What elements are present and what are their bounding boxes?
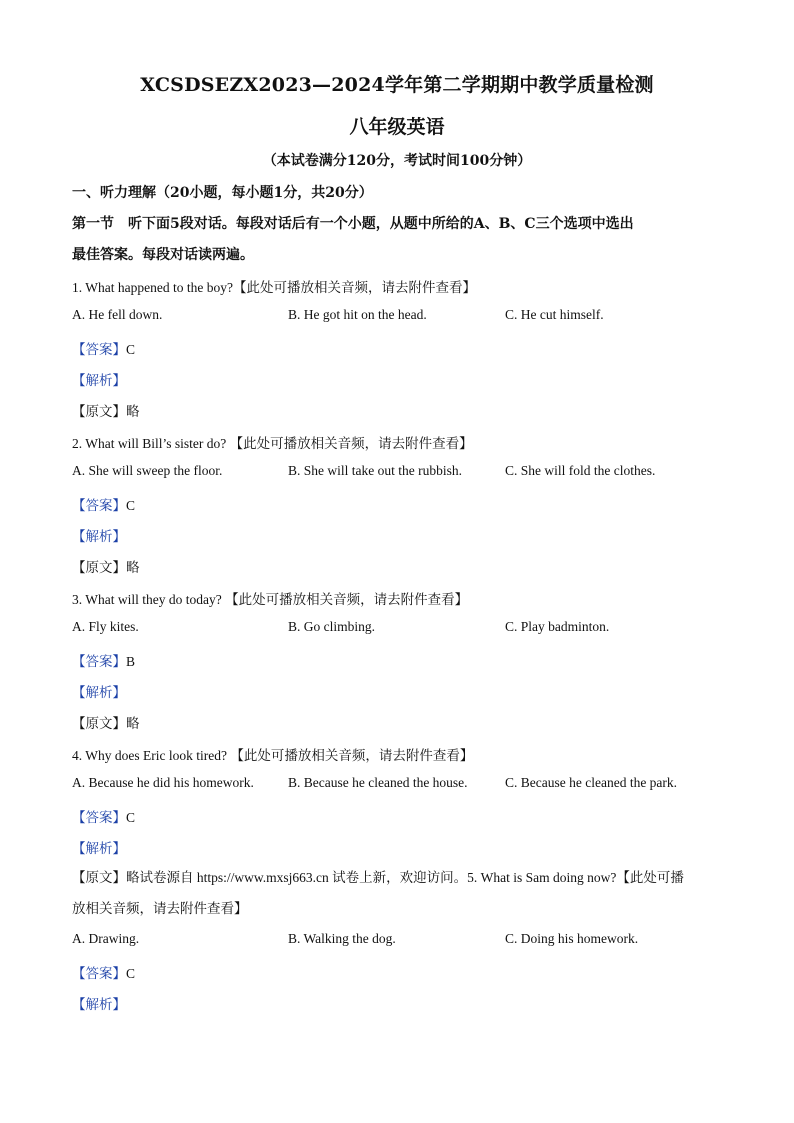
- question-1-original: [72, 400, 140, 420]
- question-5-answer: [72, 962, 135, 982]
- question-2-stem: 2. What will Bill’s sister do? 【此处可播放相关音频，请去附件查看】: [72, 436, 473, 451]
- question-3-option-c: C. Play badminton.: [505, 619, 610, 634]
- question-4-answer: [72, 806, 135, 826]
- exam-subtitle: 八年级英语: [349, 116, 445, 138]
- question-1-option-b: B. He got hit on the head.: [288, 307, 427, 322]
- question-1-option-a: A. He fell down.: [72, 307, 163, 322]
- exam-title: XCSDSEZX2023—2024学年第二学期期中教学质量检测: [140, 74, 654, 96]
- answer-label: 【答案】: [72, 810, 126, 825]
- answer-value: C: [126, 342, 136, 357]
- original-value: 略: [126, 404, 140, 419]
- answer-value: C: [126, 810, 136, 825]
- question-1-option-c: C. He cut himself.: [505, 307, 604, 322]
- question-1-answer: [72, 338, 135, 358]
- question-5-option-a: A. Drawing.: [72, 931, 140, 946]
- question-5-analysis: [72, 993, 126, 1013]
- question-1-analysis: [72, 369, 126, 389]
- question-2-option-c: C. She will fold the clothes.: [505, 463, 656, 478]
- question-1-stem: 1. What happened to the boy?【此处可播放相关音频，请去附件查看】: [72, 280, 476, 295]
- question-2-option-b: B. She will take out the rubbish.: [288, 463, 462, 478]
- question-2-answer: [72, 494, 135, 514]
- original-value: 略: [126, 560, 140, 575]
- exam-note: （本试卷满分120分，考试时间100分钟）: [262, 153, 532, 169]
- analysis-label: 【解析】: [72, 685, 126, 700]
- analysis-label: 【解析】: [72, 529, 126, 544]
- question-4-option-c: C. Because he cleaned the park.: [505, 775, 678, 790]
- original-label: 【原文】: [72, 716, 126, 731]
- answer-label: 【答案】: [72, 966, 126, 981]
- question-4-option-a: A. Because he did his homework.: [72, 775, 254, 790]
- question-5-option-b: B. Walking the dog.: [288, 931, 396, 946]
- original-line-2: 放相关音频，请去附件查看】: [72, 901, 248, 916]
- part-instruction-line1: 第一节 听下面5段对话。每段对话后有一个小题，从题中所给的A、B、C三个选项中选出: [72, 216, 634, 232]
- answer-label: 【答案】: [72, 498, 126, 513]
- analysis-label: 【解析】: [72, 373, 126, 388]
- analysis-label: 【解析】: [72, 997, 126, 1012]
- question-3-option-a: A. Fly kites.: [72, 619, 139, 634]
- question-2-option-a: A. She will sweep the floor.: [72, 463, 223, 478]
- question-4-original: [72, 862, 724, 924]
- original-label: 【原文】: [72, 404, 126, 419]
- question-4-option-b: B. Because he cleaned the house.: [288, 775, 468, 790]
- question-2-analysis: [72, 525, 126, 545]
- question-3-stem: 3. What will they do today? 【此处可播放相关音频，请去附件查看】: [72, 592, 469, 607]
- part-instruction-line2: 最佳答案。每段对话读两遍。: [72, 247, 254, 263]
- original-label: 【原文】: [72, 560, 126, 575]
- question-4-analysis: [72, 837, 126, 857]
- original-value: 略: [126, 716, 140, 731]
- question-3-analysis: [72, 681, 126, 701]
- answer-label: 【答案】: [72, 342, 126, 357]
- question-5-option-c: C. Doing his homework.: [505, 931, 639, 946]
- original-label: 【原文】: [72, 870, 126, 885]
- question-3-original: [72, 712, 140, 732]
- answer-value: C: [126, 498, 136, 513]
- answer-value: C: [126, 966, 136, 981]
- answer-value: B: [126, 654, 136, 669]
- question-3-answer: [72, 650, 135, 670]
- section-heading: 一、听力理解（20小题，每小题1分，共20分）: [72, 185, 373, 201]
- question-3-option-b: B. Go climbing.: [288, 619, 375, 634]
- question-4-stem: 4. Why does Eric look tired? 【此处可播放相关音频，请去附件查看】: [72, 748, 474, 763]
- analysis-label: 【解析】: [72, 841, 126, 856]
- answer-label: 【答案】: [72, 654, 126, 669]
- question-2-original: [72, 556, 140, 576]
- original-line-1: [72, 862, 724, 893]
- original-value-line1: 略试卷源自 https://www.mxsj663.cn 试卷上新，欢迎访问。5. What is Sam doing now?【此处可播: [126, 870, 684, 885]
